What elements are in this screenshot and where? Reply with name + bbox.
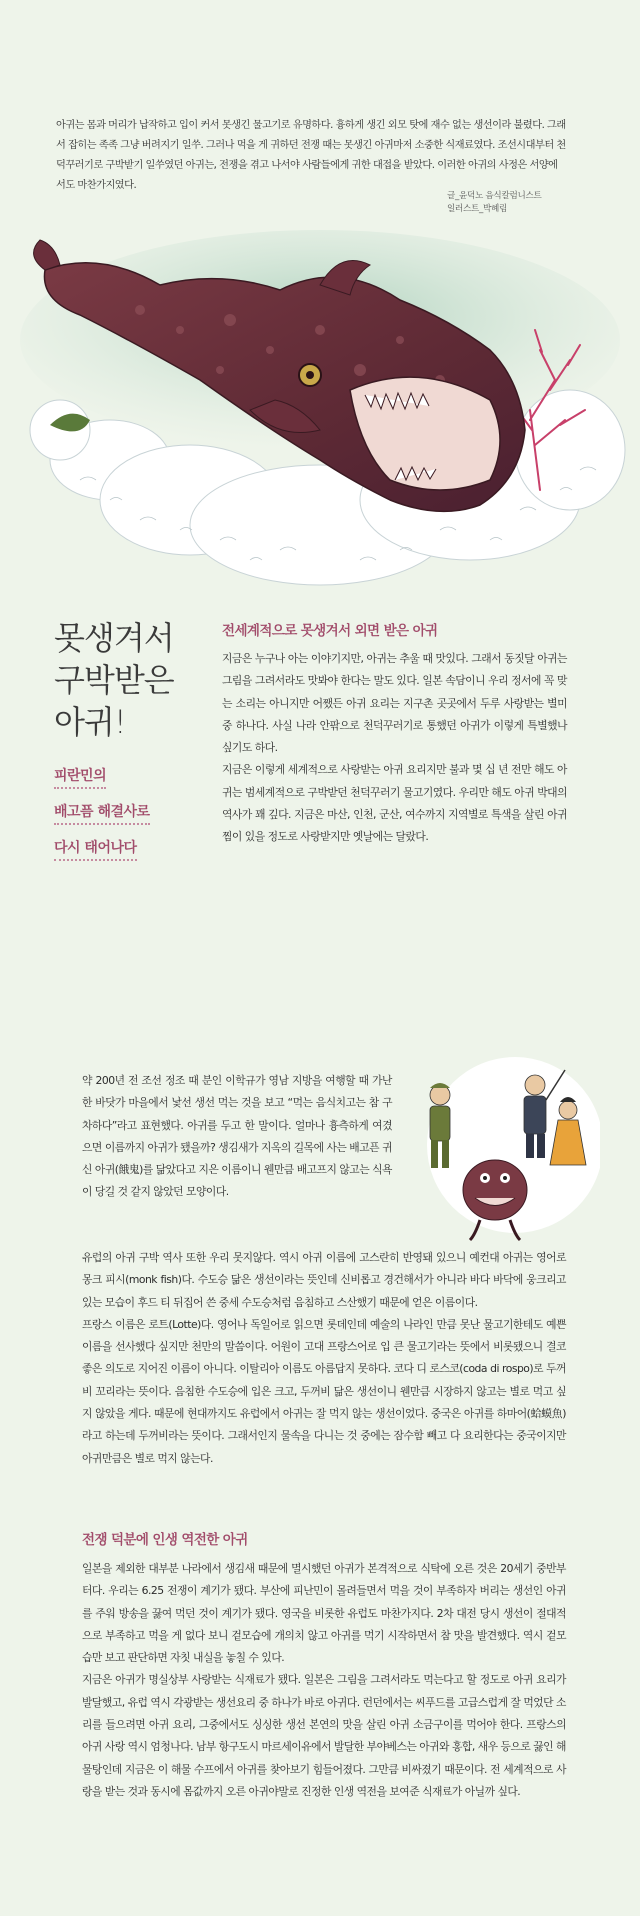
title-line-3: 아귀! — [54, 703, 126, 741]
intro-paragraph: 아귀는 몸과 머리가 납작하고 입이 커서 못생긴 물고기로 유명하다. 흉하게 생긴 외모 탓에 재수 없는 생선이라 불렸다. 그래서 잡히는 족족 그냥 버려지기 일쑤. 그러나 먹을 게 귀하던 전쟁 때는 못생긴 아귀마저 소중한 식재료였다. 조선시대부터 천덕꾸러기로 구박받기 일쑤였던 아귀는, 전쟁을 겪고 나서야 사람들에게 귀한 대접을 받았다. 이러한 아귀의 사정은 서양에서도 마찬가지였다. — [56, 120, 566, 191]
section-2-body — [82, 1247, 566, 1470]
section-3-paragraph-2: 지금은 아귀가 명실상부 사랑받는 식재료가 됐다. 일본은 그림을 그려서라도 먹는다고 할 정도로 아귀 요리가 발달했고, 유럽 역시 각광받는 생선요리 중 하나가 바로 아귀다. 런던에서는 씨푸드를 고급스럽게 잘 먹었단 소리를 들으려면 아귀 요리, 그중에서도 싱싱한 생선 본연의 맛을 살린 아귀 소금구이를 먹어야 한다. 프랑스의 아귀 사랑 역시 엄청나다. 남부 항구도시 마르세이유에서 발달한 부야베스는 아귀와 홍합, 새우 등으로 끓인 해물탕인데 지금은 이 해물 수프에서 아귀를 찾아보기 힘들어졌다. 그만큼 비싸졌기 때문이다. 전 세계적으로 사랑을 받는 것과 동시에 몸값까지 오른 아귀야말로 진정한 인생 역전을 보여준 식재료가 아닐까 싶다. — [82, 1673, 566, 1798]
page-title — [54, 617, 204, 743]
tail-fin — [34, 240, 60, 270]
credit-illustrator: 일러스트_박혜림 — [447, 204, 508, 214]
war-illustration — [400, 1040, 600, 1260]
monkfish-illustration — [20, 230, 630, 600]
credits — [447, 190, 577, 216]
subtitle-line-1: 피란민의 — [54, 765, 106, 789]
section-3-body — [82, 1558, 566, 1803]
section-1-heading: 전세계적으로 못생겨서 외면 받은 아귀 — [222, 623, 438, 639]
section-2-paragraph-2: 유럽의 아귀 구박 역사 또한 우리 못지않다. 역시 아귀 이름에 고스란히 반영돼 있으니 예컨대 아귀는 영어로 몽크 피시(monk fish)다. 수도승 닮은 생선이라는 뜻인데 신비롭고 경건해서가 아니라 바다 바닥에 웅크리고 있는 모습이 후드 티 뒤집어 쓴 중세 수도승처럼 음침하고 스산했기 때문에 얻은 이름이다. — [82, 1251, 566, 1309]
section-1-body — [222, 648, 567, 849]
section-2-intro — [82, 1070, 392, 1204]
title-line-1: 못생겨서 — [54, 619, 174, 657]
credit-writer: 글_윤덕노 음식칼럼니스트 — [447, 191, 542, 201]
title-line-2: 구박받은 — [54, 661, 174, 699]
section-2-paragraph-1: 약 200년 전 조선 정조 때 분인 이학규가 영남 지방을 여행할 때 가난한 바닷가 마을에서 낯선 생선 먹는 것을 보고 “먹는 음식치고는 참 구차하다”라고 표현했다. 아귀를 두고 한 말이다. 얼마나 흉측하게 여겼으면 이름까지 아귀가 됐을까? 생김새가 지옥의 길목에 사는 배고픈 귀신 아귀(餓鬼)를 닮았다고 지은 이름이니 웬만큼 배고프지 않고는 식욕이 당길 것 같지 않았던 모양이다. — [82, 1074, 392, 1199]
section-2-paragraph-3: 프랑스 이름은 로트(Lotte)다. 영어나 독일어로 읽으면 롯데인데 예술의 나라인 만큼 못난 물고기한테도 예쁜 이름을 선사했다 싶지만 천만의 말씀이다. 어원이 고대 프랑스어로 입 큰 물고기라는 뜻에서 비롯됐으니 결코 좋은 의도로 지어진 이름이 아니다. 이탈리아 이름도 아름답지 못하다. 코다 디 로스코(coda di rospo)로 두꺼비 꼬리라는 뜻이다. 음침한 수도승에 입은 크고, 두꺼비 닮은 생선이니 웬만큼 시장하지 않고는 별로 먹고 싶지 않았을 게다. 때문에 현대까지도 유럽에서 아귀는 잘 먹지 않는 생선이었다. 중국은 아귀를 하마어(蛤蟆魚)라고 하는데 두꺼비라는 뜻이다. 그래서인지 물속을 다니는 것 중에는 잠수함 빼고 다 요리한다는 중국이지만 아귀만큼은 별로 먹지 않는다. — [82, 1317, 566, 1465]
section-1-paragraph-2: 지금은 이렇게 세계적으로 사랑받는 아귀 요리지만 불과 몇 십 년 전만 해도 아귀는 범세계적으로 구박받던 천덕꾸러기 물고기였다. 우리만 해도 아귀 박대의 역사가 꽤 깊다. 지금은 마산, 인천, 군산, 여수까지 지역별로 특색을 살린 아귀찜이 있을 정도로 사랑받지만 옛날에는 달랐다. — [222, 763, 567, 844]
section-3-heading: 전쟁 덕분에 인생 역전한 아귀 — [82, 1532, 248, 1548]
subtitle-line-2: 배고픔 해결사로 — [54, 801, 150, 825]
section-1-paragraph-1: 지금은 누구나 아는 이야기지만, 아귀는 추울 때 맛있다. 그래서 동짓달 아귀는 그림을 그려서라도 맛봐야 한다는 말도 있다. 일본 속담이니 우리 정서에 꼭 맞는 소리는 아니지만 어쨌든 아귀 요리는 지구촌 곳곳에서 두루 사랑받는 별미 중 하나다. 사실 나라 안팎으로 천덕꾸러기로 통했던 아귀가 이렇게 특별했나 싶기도 하다. — [222, 652, 567, 755]
subtitle-line-3: 다시 태어나다 — [54, 837, 137, 861]
page-subtitle — [54, 761, 204, 869]
section-3-paragraph-1: 일본을 제외한 대부분 나라에서 생김새 때문에 멸시했던 아귀가 본격적으로 식탁에 오른 것은 20세기 중반부터다. 우리는 6.25 전쟁이 계기가 됐다. 부산에 피난민이 몰려들면서 먹을 것이 부족하자 버리는 생선인 아귀를 주워 방송을 끓여 먹던 것이 계기가 됐다. 영국을 비롯한 유럽도 마찬가지다. 2차 대전 당시 생선이 절대적으로 부족하고 먹을 게 없다 보니 겉모습에 개의치 않고 아귀를 먹기 시작하면서 참 맛을 발견했다. 역시 겉모습만 보고 판단하면 자칫 내실을 놓칠 수 있다. — [82, 1562, 566, 1665]
